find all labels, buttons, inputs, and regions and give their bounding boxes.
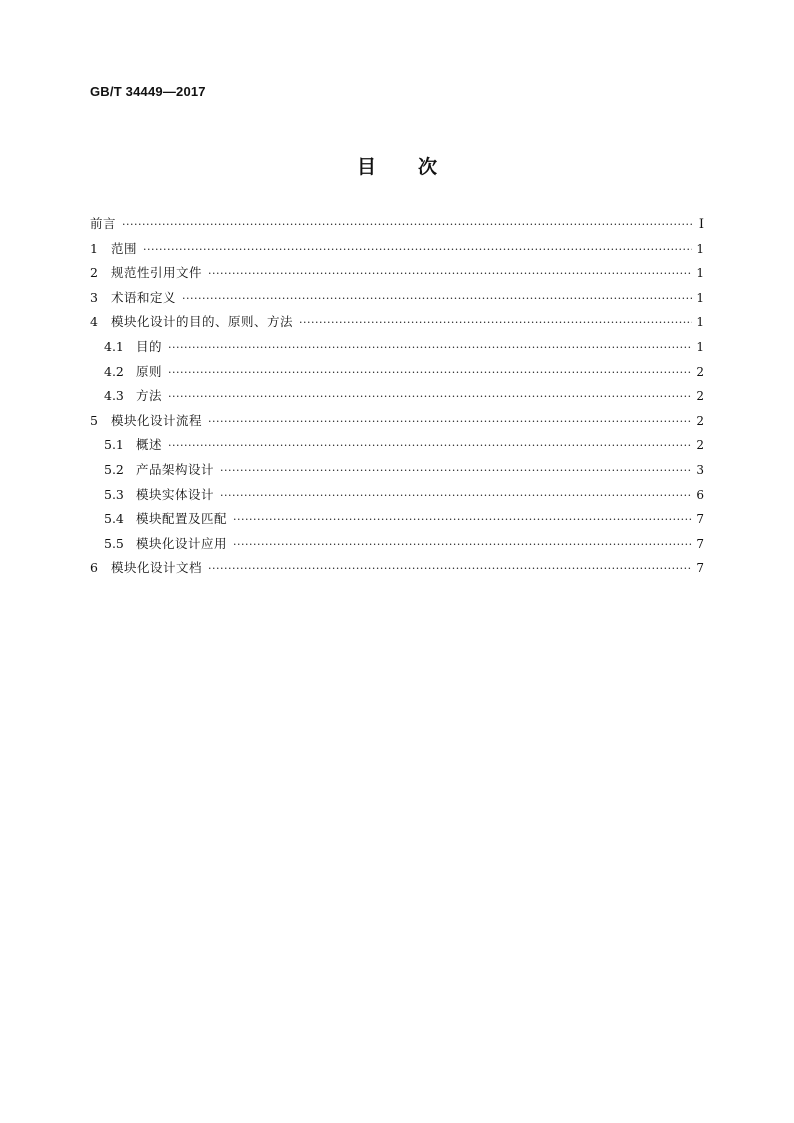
toc-leader-dots [233, 538, 692, 551]
table-of-contents [90, 214, 704, 583]
toc-leader-dots [168, 439, 692, 452]
toc-entry-6[interactable] [90, 558, 704, 583]
toc-entry-page: 1 [696, 241, 704, 256]
toc-entry-3[interactable] [90, 288, 704, 313]
toc-entry-page: 1 [696, 266, 704, 281]
toc-entry-number: 5.5 [104, 535, 124, 551]
toc-entry-label: 目的 [136, 338, 163, 354]
toc-leader-dots [299, 316, 692, 329]
toc-entry-label: 前言 [90, 216, 117, 231]
toc-entry-page: 2 [696, 438, 704, 453]
toc-entry-number: 2 [90, 265, 98, 281]
toc-entry-label: 范围 [111, 240, 138, 256]
toc-entry-number: 5.4 [104, 511, 124, 527]
toc-entry-page: I [698, 217, 704, 232]
toc-entry-page: 2 [696, 413, 704, 428]
toc-entry-page: 7 [696, 512, 704, 527]
toc-entry-label: 模块配置及匹配 [136, 511, 228, 527]
toc-entry-number: 4.1 [104, 338, 124, 354]
toc-entry-number: 1 [90, 240, 98, 256]
toc-leader-dots [168, 366, 692, 379]
toc-entry-5-1[interactable] [90, 435, 704, 460]
toc-entry-5-2[interactable] [90, 460, 704, 485]
toc-entry-5-3[interactable] [90, 485, 704, 510]
toc-entry-page: 2 [696, 364, 704, 379]
toc-entry-page: 7 [696, 561, 704, 576]
toc-entry-1[interactable] [90, 239, 704, 264]
toc-entry-label: 模块实体设计 [136, 486, 215, 502]
toc-entry-label: 原则 [136, 363, 163, 379]
toc-entry-number: 4.3 [104, 388, 124, 404]
toc-entry-label: 产品架构设计 [136, 461, 215, 477]
toc-entry-page: 3 [696, 462, 704, 477]
toc-entry-label: 术语和定义 [111, 289, 177, 305]
toc-leader-dots [168, 341, 692, 354]
toc-leader-dots [208, 267, 692, 280]
toc-entry-number: 3 [90, 289, 98, 305]
toc-entry-number: 5.2 [104, 461, 124, 477]
page-title: 目次 [356, 156, 479, 178]
toc-leader-dots [143, 243, 692, 256]
toc-entry-label: 模块化设计应用 [136, 535, 228, 551]
toc-leader-dots [208, 562, 692, 575]
toc-leader-dots [220, 489, 692, 502]
toc-entry-4-2[interactable] [90, 362, 704, 387]
toc-entry-label: 概述 [136, 437, 163, 453]
toc-entry-page: 7 [696, 536, 704, 551]
toc-entry-page: 1 [696, 290, 704, 305]
toc-entry-page: 1 [696, 315, 704, 330]
toc-entry-4[interactable] [90, 312, 704, 337]
toc-entry-4-1[interactable] [90, 337, 704, 362]
toc-entry-label: 模块化设计的目的、原则、方法 [111, 314, 294, 330]
toc-entry-number: 4 [90, 314, 98, 330]
toc-leader-dots [233, 513, 692, 526]
toc-entry-page: 2 [696, 389, 704, 404]
toc-entry-number: 5 [90, 412, 98, 428]
toc-entry-label: 模块化设计流程 [111, 412, 203, 428]
toc-entry-4-3[interactable] [90, 386, 704, 411]
toc-entry-foreword[interactable] [90, 214, 704, 239]
toc-entry-number: 4.2 [104, 363, 124, 379]
standard-code: GB/T 34449—2017 [90, 84, 206, 99]
toc-leader-dots [168, 390, 692, 403]
toc-entry-2[interactable] [90, 263, 704, 288]
toc-leader-dots [208, 415, 692, 428]
toc-entry-number: 6 [90, 560, 98, 576]
toc-entry-number: 5.3 [104, 486, 124, 502]
toc-leader-dots [182, 292, 692, 305]
toc-entry-5-5[interactable] [90, 534, 704, 559]
toc-entry-label: 模块化设计文档 [111, 560, 203, 576]
toc-leader-dots [220, 464, 692, 477]
toc-entry-page: 1 [696, 339, 704, 354]
toc-entry-page: 6 [696, 487, 704, 502]
toc-entry-5[interactable] [90, 411, 704, 436]
toc-entry-5-4[interactable] [90, 509, 704, 534]
toc-entry-label: 方法 [136, 388, 163, 404]
toc-entry-number: 5.1 [104, 437, 124, 453]
toc-leader-dots [122, 218, 692, 231]
toc-entry-label: 规范性引用文件 [111, 265, 203, 281]
